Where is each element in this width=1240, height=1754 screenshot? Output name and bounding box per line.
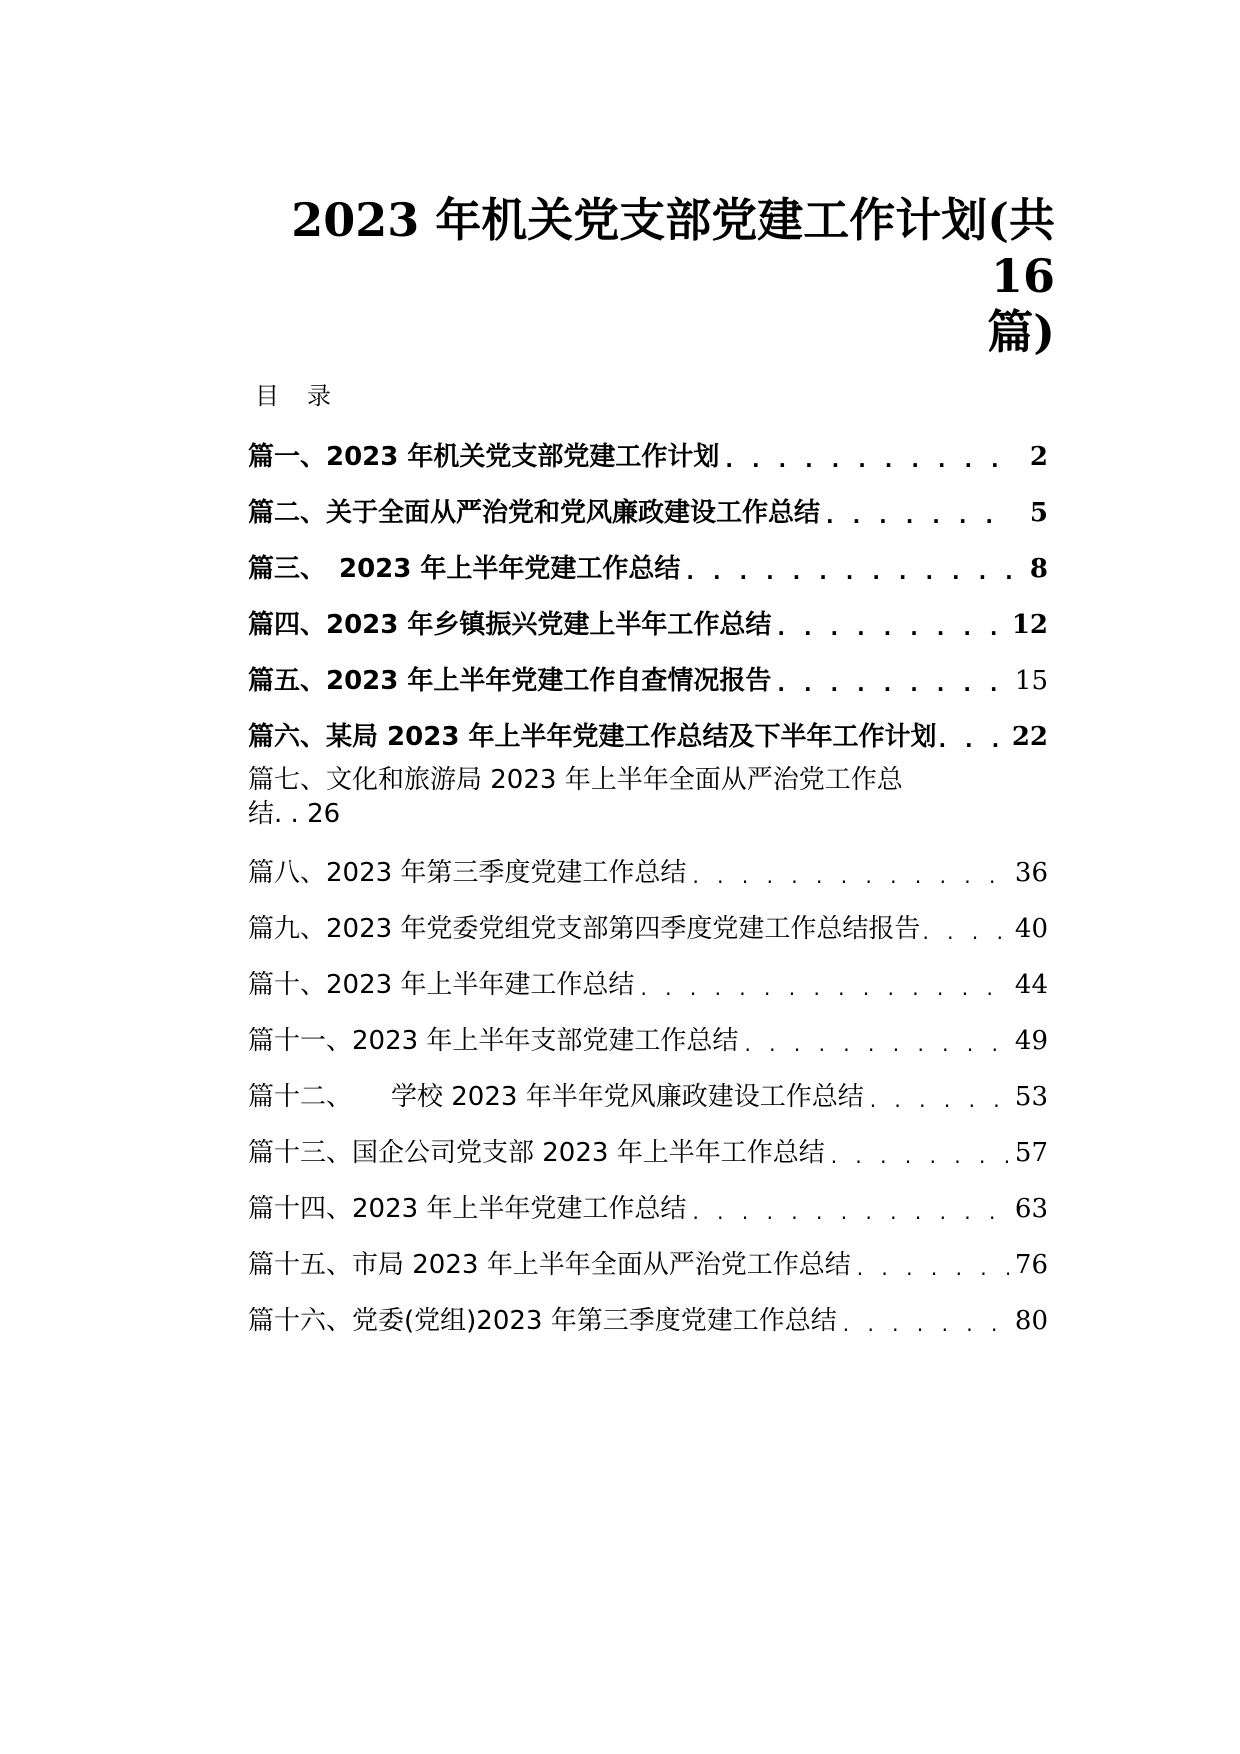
- toc-entry-title: 篇十二、 学校 2023 年半年党风廉政建设工作总结: [248, 1082, 864, 1112]
- toc-entry-page: 12: [1011, 610, 1048, 640]
- toc-entry-title: 篇十三、国企公司党支部 2023 年上半年工作总结: [248, 1138, 825, 1168]
- toc-leader-dots: [777, 669, 1008, 699]
- toc-entry-title: 篇三、 2023 年上半年党建工作总结: [248, 554, 681, 584]
- toc-leader-dots: [938, 725, 1009, 755]
- toc-entry-10[interactable]: [248, 963, 1048, 1003]
- toc-entry-page: 8: [1029, 554, 1048, 584]
- toc-leader-dots: [870, 1085, 1009, 1115]
- toc-entry-page: 15: [1014, 666, 1048, 696]
- toc-entry-4[interactable]: [248, 603, 1048, 643]
- toc-leader-dots: [640, 973, 1008, 1003]
- toc-entry-6[interactable]: [248, 715, 1048, 755]
- toc-entry-title: 篇十一、2023 年上半年支部党建工作总结: [248, 1026, 739, 1056]
- toc-leader-dots: [744, 1029, 1008, 1059]
- toc-leader-dots: [777, 613, 1005, 643]
- toc-entry-15[interactable]: [248, 1243, 1048, 1283]
- toc-entry-13[interactable]: [248, 1131, 1048, 1171]
- toc-leader-dots: . .: [274, 799, 308, 829]
- toc-entry-title: 篇十五、市局 2023 年上半年全面从严治党工作总结: [248, 1250, 851, 1280]
- toc-entry-page: 22: [1011, 722, 1048, 752]
- toc-entry-5[interactable]: [248, 659, 1048, 699]
- toc-entry-page: 40: [1014, 914, 1048, 944]
- toc-entry-11[interactable]: [248, 1019, 1048, 1059]
- toc-entry-3[interactable]: [248, 547, 1048, 587]
- document-title: [255, 192, 1055, 360]
- toc-entry-page: 76: [1014, 1250, 1048, 1280]
- toc-entry-page: 5: [1029, 498, 1048, 528]
- toc-entry-12[interactable]: [248, 1075, 1048, 1115]
- toc-entry-16[interactable]: [248, 1299, 1048, 1339]
- toc-entry-page: 80: [1014, 1306, 1048, 1336]
- toc-entry-page: 44: [1014, 970, 1048, 1000]
- toc-entry-title-cont: 结: [248, 799, 275, 829]
- toc-entry-page: 63: [1014, 1194, 1048, 1224]
- toc-entry-14[interactable]: [248, 1187, 1048, 1227]
- toc-entry-continuation: [248, 797, 1008, 831]
- toc-entry-9[interactable]: [248, 907, 1048, 947]
- toc-entry-page: 2: [1029, 442, 1048, 472]
- toc-leader-dots: [692, 1197, 1008, 1227]
- document-title-line2: 篇): [987, 305, 1055, 359]
- toc-entry-page: 49: [1014, 1026, 1048, 1056]
- toc-leader-dots: [686, 557, 1014, 587]
- toc-leader-dots: [857, 1253, 1009, 1283]
- toc-leader-dots: [831, 1141, 1009, 1171]
- toc-entry-page: 26: [307, 799, 341, 829]
- toc-entry-title: 篇七、文化和旅游局 2023 年上半年全面从严治党工作总: [248, 765, 903, 795]
- toc-entry-title: 篇十、2023 年上半年建工作总结: [248, 970, 635, 1000]
- toc-entry-title: 篇二、关于全面从严治党和党风廉政建设工作总结: [248, 498, 821, 528]
- toc-entry-8[interactable]: [248, 851, 1048, 891]
- toc-leader-dots: [922, 917, 1012, 947]
- toc-entry-title: 篇六、某局 2023 年上半年党建工作总结及下半年工作计划: [248, 722, 937, 752]
- document-title-line1: 2023 年机关党支部党建工作计划(共 16: [291, 193, 1055, 303]
- toc-entry-title: 篇一、2023 年机关党支部党建工作计划: [248, 442, 720, 472]
- toc-leader-dots: [692, 861, 1008, 891]
- toc-leader-dots: [725, 445, 1014, 475]
- toc-entry-title: 篇十四、2023 年上半年党建工作总结: [248, 1194, 687, 1224]
- toc-entry-7[interactable]: [248, 763, 1008, 839]
- toc-entry-title: 篇九、2023 年党委党组党支部第四季度党建工作总结报告: [248, 914, 921, 944]
- toc-entry-title: 篇四、2023 年乡镇振兴党建上半年工作总结: [248, 610, 772, 640]
- toc-leader-dots: [843, 1309, 1009, 1339]
- toc-entry-2[interactable]: [248, 491, 1048, 531]
- toc-entry-page: 57: [1014, 1138, 1048, 1168]
- toc-leader-dots: [826, 501, 1014, 531]
- toc-heading: 目录: [255, 382, 359, 410]
- toc-entry-page: 53: [1014, 1082, 1048, 1112]
- toc-entry-title: 篇五、2023 年上半年党建工作自查情况报告: [248, 666, 772, 696]
- toc-entry-page: 36: [1014, 858, 1048, 888]
- toc-entry-title: 篇八、2023 年第三季度党建工作总结: [248, 858, 687, 888]
- toc-entry-1[interactable]: [248, 435, 1048, 475]
- toc-entry-title: 篇十六、党委(党组)2023 年第三季度党建工作总结: [248, 1306, 837, 1336]
